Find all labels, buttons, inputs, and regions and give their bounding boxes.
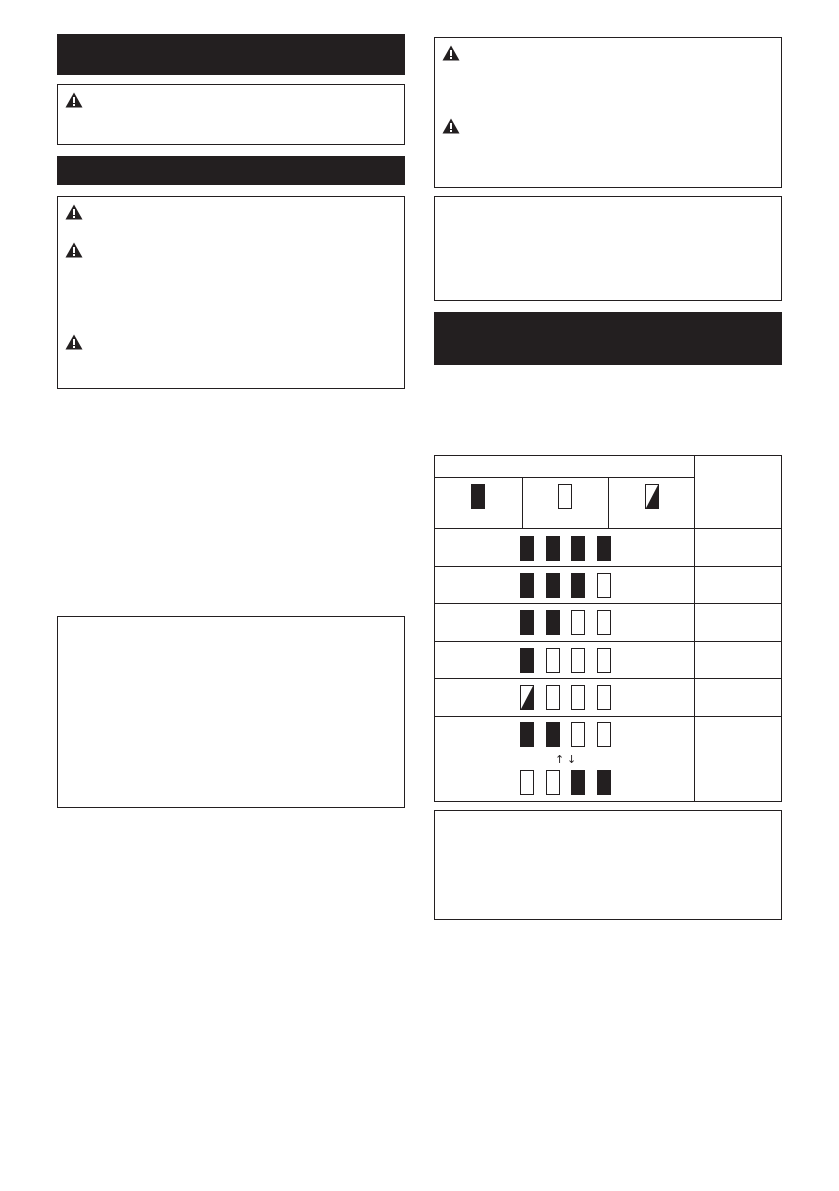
- table-column-divider: [694, 456, 695, 801]
- section-header-bar-1: [57, 34, 405, 75]
- off-cell-icon: [597, 573, 611, 598]
- off-cell-icon: [571, 610, 585, 635]
- section-header-bar-2: [57, 156, 405, 185]
- off-cell-icon: [597, 722, 611, 747]
- lit-cell-icon: [597, 536, 611, 561]
- off-cell-icon: [571, 685, 585, 710]
- legend-divider: [522, 477, 523, 528]
- lit-cell-icon: [571, 536, 585, 561]
- row-divider: [435, 641, 781, 642]
- caution-box-1: [57, 84, 405, 145]
- row-divider: [435, 528, 781, 529]
- off-cell-icon: [571, 722, 585, 747]
- note-box-left: [57, 616, 405, 808]
- lit-cell-icon: [571, 573, 585, 598]
- blinking-cell-icon: [520, 685, 534, 710]
- lit-cell-icon: [471, 484, 485, 509]
- note-box-right-1: [434, 196, 782, 301]
- lit-cell-icon: [597, 770, 611, 795]
- off-cell-icon: [597, 648, 611, 673]
- caution-box-2: [57, 196, 405, 389]
- lit-cell-icon: [520, 536, 534, 561]
- warning-triangle-icon: [442, 45, 460, 61]
- indicator-table: [434, 455, 782, 802]
- lit-cell-icon: [571, 770, 585, 795]
- off-cell-icon: [571, 648, 585, 673]
- off-cell-icon: [597, 610, 611, 635]
- section-header-bar-3: [434, 312, 782, 365]
- arrow-up-icon: ↑: [555, 753, 565, 766]
- row-divider: [435, 716, 781, 717]
- arrow-down-icon: ↓: [567, 753, 577, 766]
- table-header-divider: [435, 477, 694, 478]
- lit-cell-icon: [546, 536, 560, 561]
- caution-box-3: [434, 37, 782, 188]
- lit-cell-icon: [546, 610, 560, 635]
- lit-cell-icon: [546, 722, 560, 747]
- lit-cell-icon: [520, 722, 534, 747]
- off-cell-icon: [597, 685, 611, 710]
- row-divider: [435, 603, 781, 604]
- legend-divider: [608, 477, 609, 528]
- off-cell-icon: [546, 685, 560, 710]
- lit-cell-icon: [546, 573, 560, 598]
- off-cell-icon: [558, 484, 572, 509]
- lit-cell-icon: [520, 648, 534, 673]
- warning-triangle-icon: [65, 242, 83, 258]
- warning-triangle-icon: [65, 92, 83, 108]
- note-box-right-2: [434, 810, 782, 920]
- blinking-cell-icon: [645, 484, 659, 509]
- warning-triangle-icon: [65, 334, 83, 350]
- row-divider: [435, 566, 781, 567]
- row-divider: [435, 678, 781, 679]
- off-cell-icon: [520, 770, 534, 795]
- lit-cell-icon: [520, 573, 534, 598]
- off-cell-icon: [546, 770, 560, 795]
- lit-cell-icon: [520, 610, 534, 635]
- warning-triangle-icon: [65, 204, 83, 220]
- off-cell-icon: [546, 648, 560, 673]
- warning-triangle-icon: [442, 118, 460, 134]
